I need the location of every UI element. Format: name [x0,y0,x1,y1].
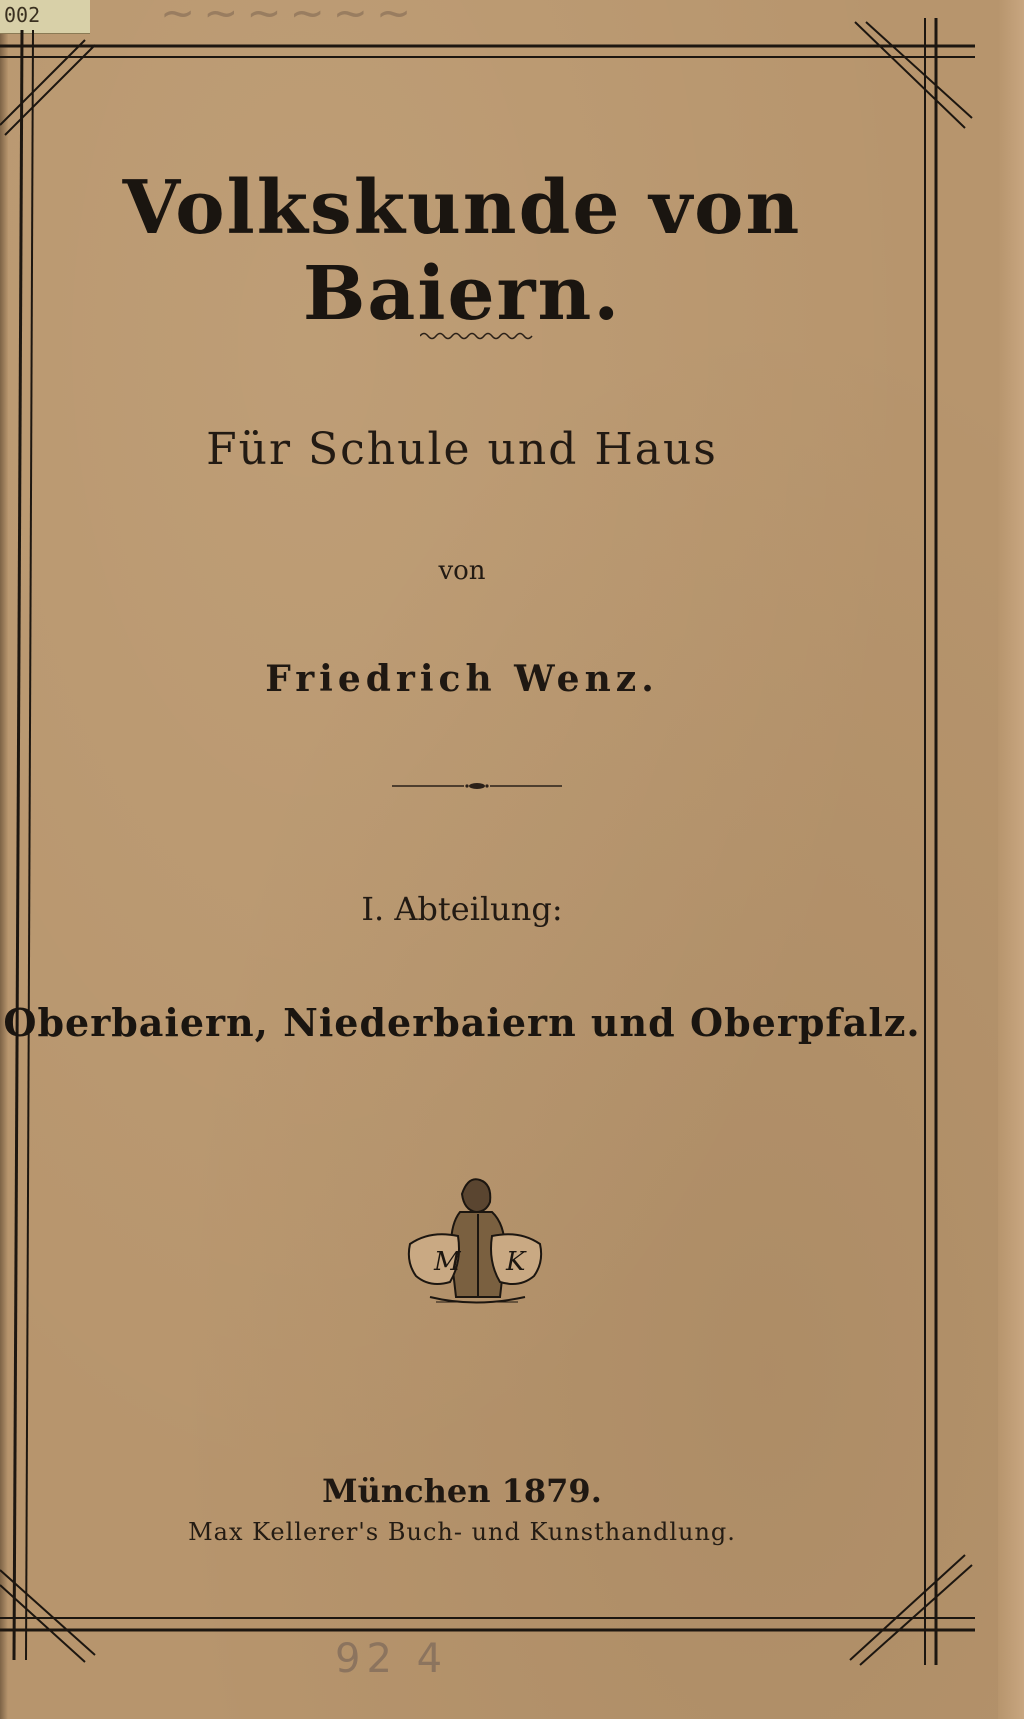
imprint-publisher: Max Kellerer's Buch- und Kunsthandlung. [188,1518,736,1546]
dot-rule-ornament [392,780,562,792]
wavy-rule-ornament [420,330,536,342]
shield-letter-right: K [506,1247,526,1277]
book-subtitle: Für Schule und Haus [206,424,718,475]
part-heading: I. Abteilung: [361,890,563,928]
shield-letter-left: M [434,1247,461,1277]
author-name: Friedrich Wenz. [265,658,659,700]
by-line: von [438,556,486,586]
printer-mark-icon [400,1172,550,1312]
pencil-mark-top: ~~~~~~ [160,0,420,37]
book-title: Volkskunde von Baiern. [122,165,802,337]
pencil-mark-bottom: 92 4 [335,1636,449,1682]
regions-title: Oberbaiern, Niederbaiern und Oberpfalz. [3,1000,921,1045]
library-label: 002 [0,0,90,34]
imprint-city-year: München 1879. [322,1472,602,1510]
